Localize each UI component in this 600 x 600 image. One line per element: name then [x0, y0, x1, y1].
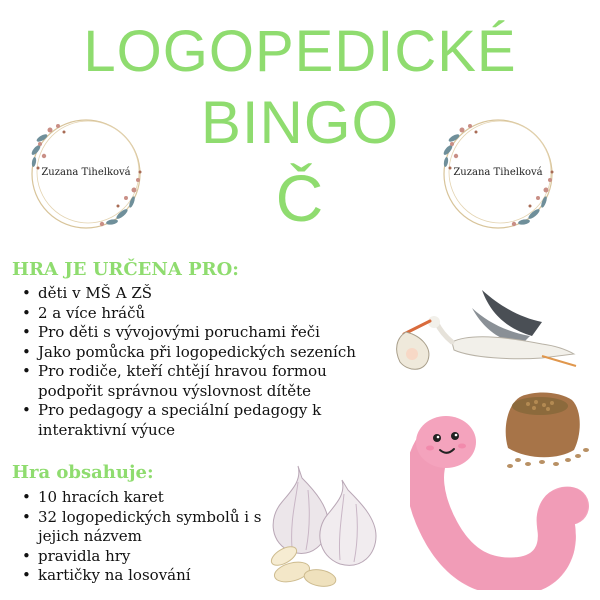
wreath-logo-left	[22, 110, 150, 238]
wreath-logo-right	[434, 110, 562, 238]
section2-list	[20, 488, 280, 586]
list-item: • 2 a více hráčů	[20, 304, 380, 324]
list-item: • Pro rodiče, kteří chtějí hravou formou podpořit správnou výslovnost dítěte	[20, 362, 358, 401]
wreath-name-left: Zuzana Tihelková	[41, 167, 131, 178]
stork-icon	[392, 288, 592, 388]
list-item: • 32 logopedických symbolů i s jejich názvem	[20, 508, 268, 547]
title-line-3: Č	[275, 161, 325, 235]
list-item: • 10 hracích karet	[20, 488, 280, 508]
list-item: • pravidla hry	[20, 547, 280, 567]
list-item: • Pro děti s vývojovými poruchami řeči	[20, 323, 380, 343]
list-item: • Jako pomůcka při logopedických sezeních	[20, 343, 380, 363]
title-line-2: BINGO	[200, 89, 400, 156]
title-line-1: LOGOPEDICKÉ	[83, 19, 517, 84]
wreath-name-right: Zuzana Tihelková	[453, 167, 543, 178]
list-item: • děti v MŠ A ZŠ	[20, 284, 380, 304]
section1-heading: HRA JE URČENA PRO:	[12, 259, 239, 280]
worm-icon	[410, 410, 595, 590]
list-item: • kartičky na losování	[20, 566, 280, 586]
garlic-icon	[262, 460, 402, 590]
section1-list	[20, 284, 380, 440]
list-item: • Pro pedagogy a speciální pedagogy k interaktivní výuce	[20, 401, 368, 440]
section2-heading: Hra obsahuje:	[12, 462, 154, 483]
